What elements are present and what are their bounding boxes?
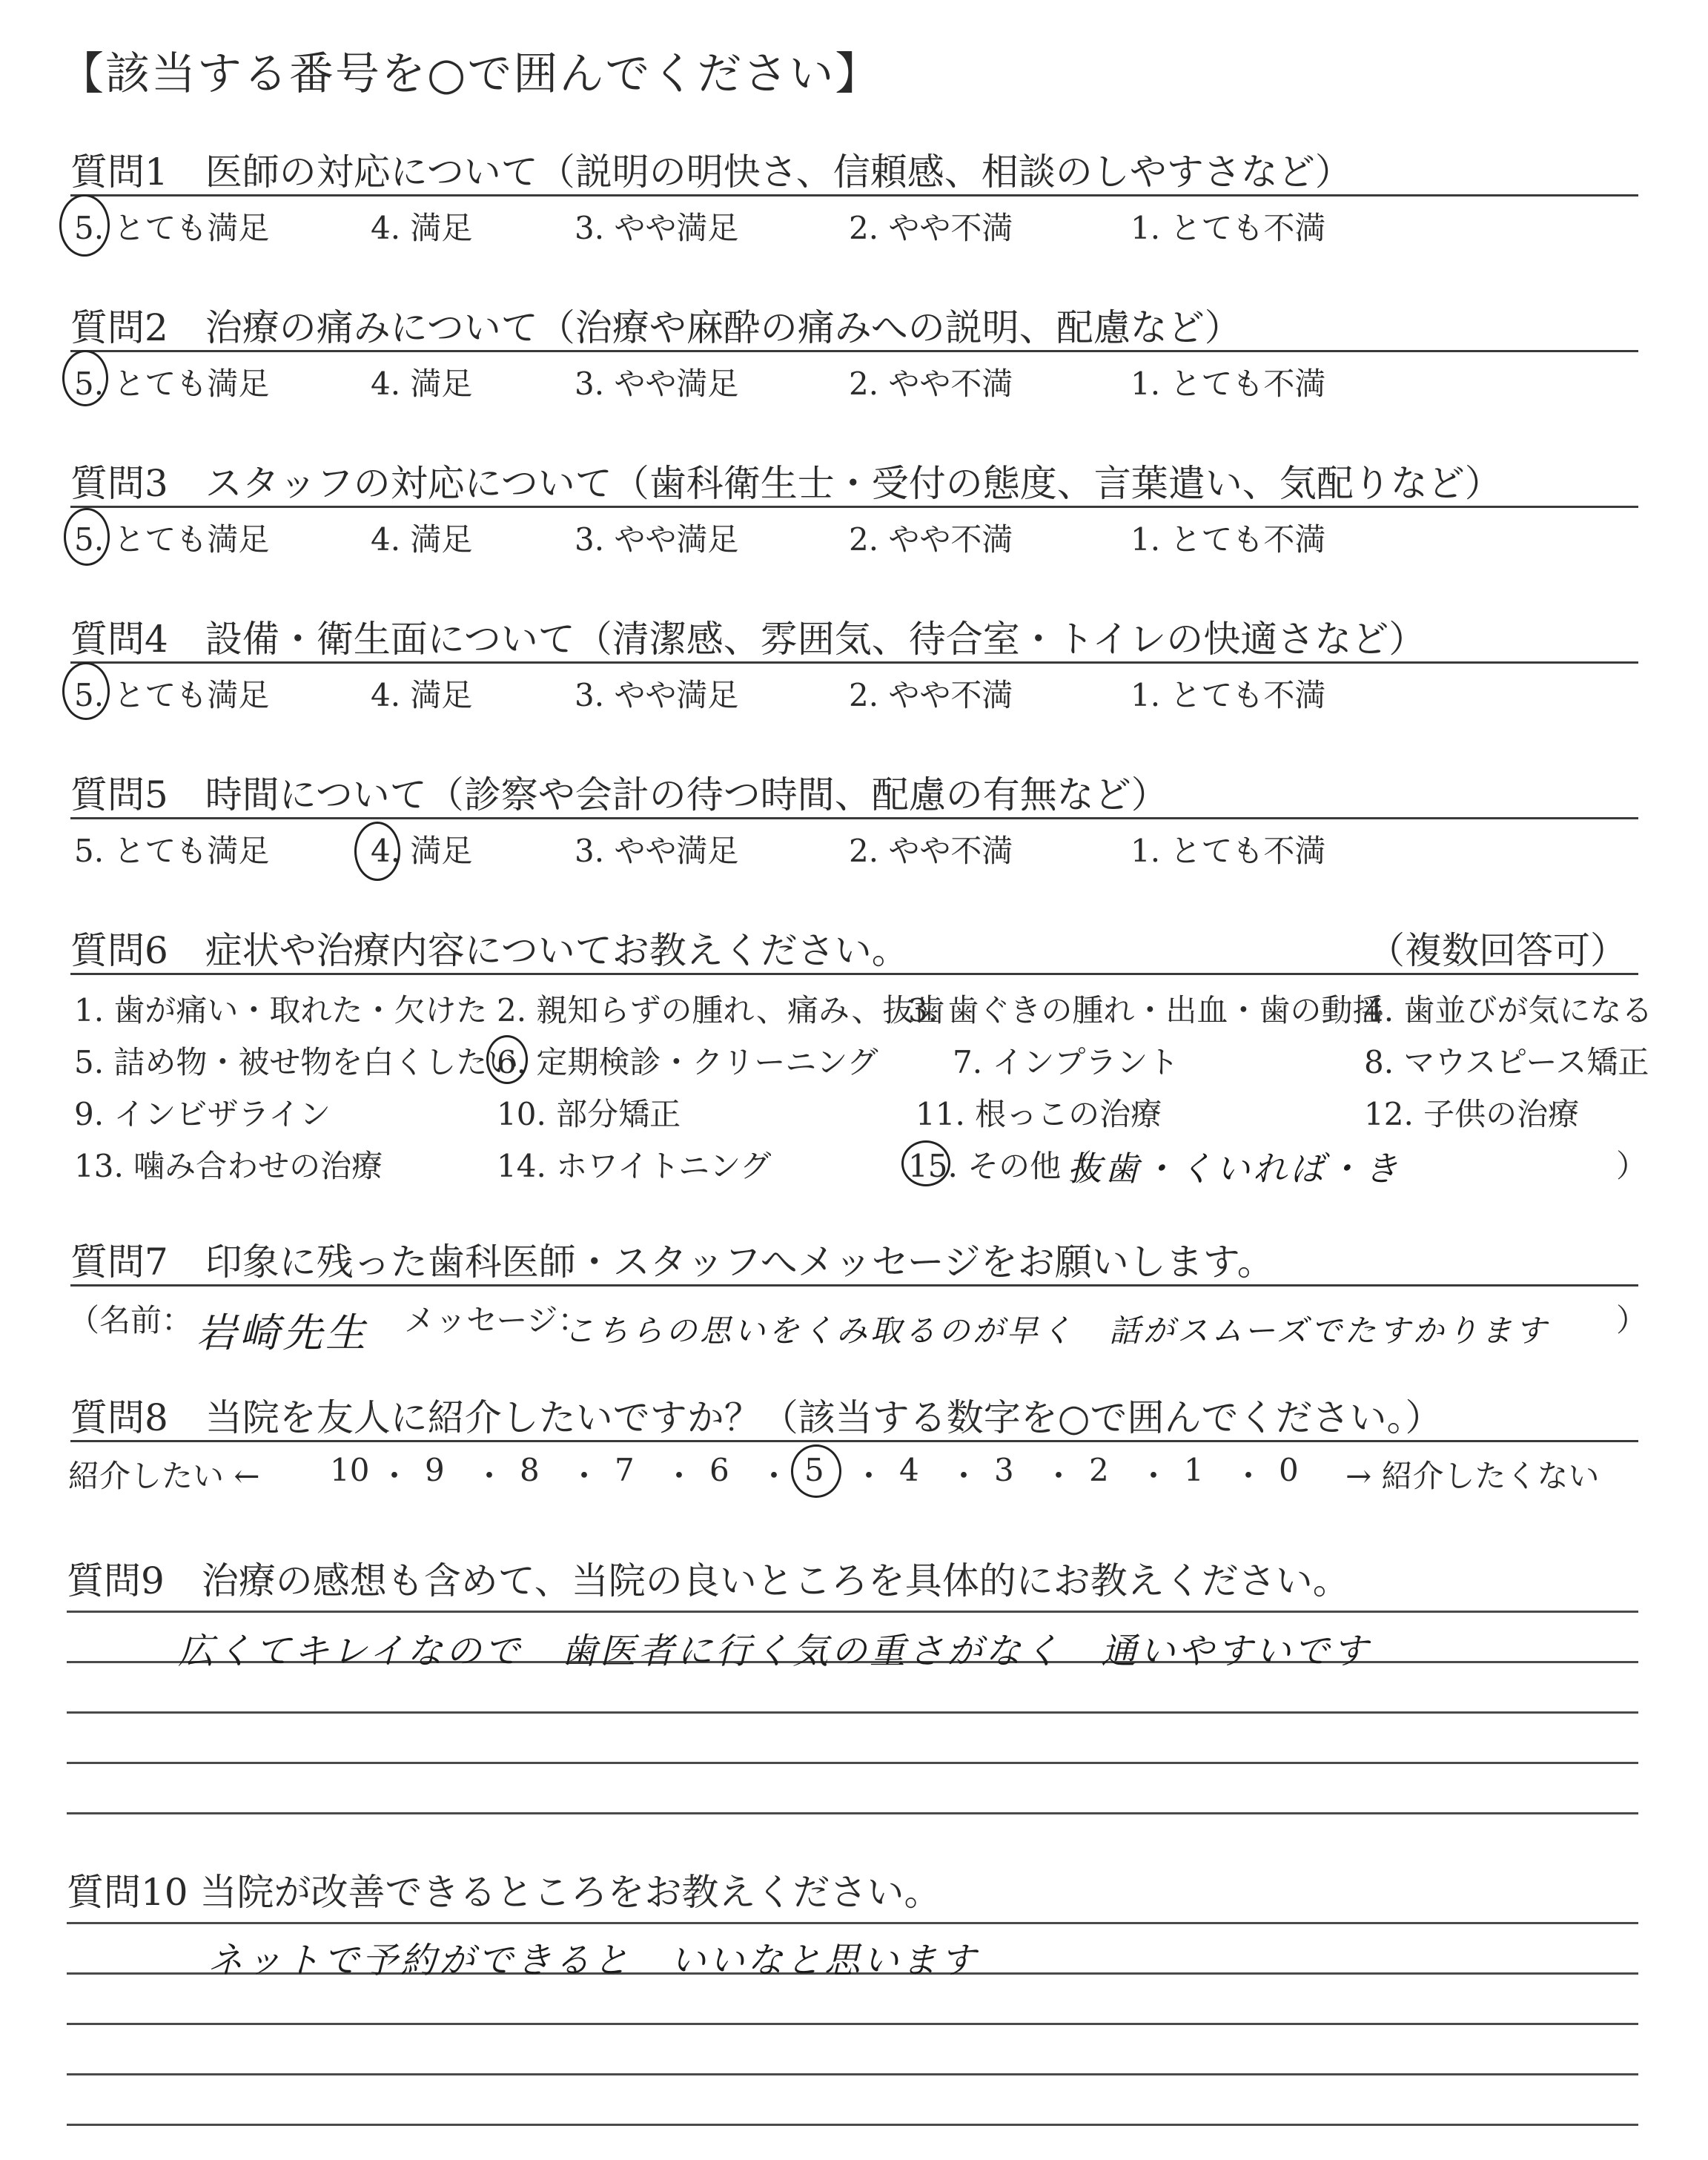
q10-title: 質問10 当院が改善できるところをお教えください。 bbox=[67, 1871, 941, 1914]
q2-option-1[interactable]: 1. とても不満 bbox=[1131, 366, 1326, 402]
q3-option-5[interactable]: 5. とても満足 bbox=[74, 521, 270, 558]
q1-option-5[interactable]: 5. とても満足 bbox=[74, 210, 270, 246]
q4-option-4[interactable]: 4. 満足 bbox=[371, 677, 473, 713]
q6-item-14[interactable]: 14. ホワイトニング bbox=[497, 1148, 772, 1184]
q1-option-1[interactable]: 1. とても不満 bbox=[1131, 210, 1326, 246]
q8-scale-separator: ・ bbox=[758, 1458, 790, 1494]
q2-option-5[interactable]: 5. とても満足 bbox=[74, 366, 270, 402]
q6-item-6[interactable]: 6. 定期検診・クリーニング bbox=[497, 1044, 878, 1080]
q6-item-15-circle bbox=[901, 1140, 950, 1186]
q2-selection-circle bbox=[62, 350, 108, 406]
q1-option-4[interactable]: 4. 満足 bbox=[371, 210, 473, 246]
q8-scale-separator: ・ bbox=[1043, 1458, 1075, 1494]
q8-scale-separator: ・ bbox=[379, 1458, 411, 1494]
q6-rule bbox=[70, 973, 1638, 975]
q8-scale-8[interactable]: 8 bbox=[520, 1452, 540, 1488]
q7-name-handwritten: 岩崎先生 bbox=[196, 1309, 368, 1356]
q1-selection-circle bbox=[59, 194, 110, 257]
q8-scale-3[interactable]: 3 bbox=[994, 1452, 1014, 1488]
q10-answer-line bbox=[67, 2124, 1638, 2126]
q8-selection-circle bbox=[791, 1444, 841, 1498]
q5-option-1[interactable]: 1. とても不満 bbox=[1131, 833, 1326, 869]
q8-scale-1[interactable]: 1 bbox=[1184, 1452, 1204, 1488]
q5-option-5[interactable]: 5. とても満足 bbox=[74, 833, 270, 869]
q8-scale-6[interactable]: 6 bbox=[709, 1452, 729, 1488]
q8-scale-separator: ・ bbox=[1138, 1458, 1170, 1494]
q7-name-label: （名前： bbox=[68, 1302, 193, 1338]
q3-option-2[interactable]: 2. やや不満 bbox=[849, 521, 1013, 558]
q6-item-12[interactable]: 12. 子供の治療 bbox=[1364, 1096, 1580, 1132]
q8-scale-5[interactable]: 5 bbox=[804, 1452, 824, 1488]
q2-option-3[interactable]: 3. やや満足 bbox=[575, 366, 739, 402]
q6-note: （複数回答可） bbox=[1368, 929, 1627, 972]
q7-message-handwritten: こちらの思いをくみ取るのが早く 話がスムーズでたすかります bbox=[563, 1312, 1549, 1349]
q1-rule bbox=[70, 194, 1638, 196]
q5-rule bbox=[70, 817, 1638, 819]
q5-option-4[interactable]: 4. 満足 bbox=[371, 833, 473, 869]
q5-selection-circle bbox=[354, 822, 400, 881]
q8-title: 質問8 当院を友人に紹介したいですか？（該当する数字を○で囲んでください。） bbox=[70, 1396, 1443, 1439]
q10-answer-line bbox=[67, 2023, 1638, 2025]
q8-scale-0[interactable]: 0 bbox=[1279, 1452, 1299, 1488]
q9-answer-line bbox=[67, 1762, 1638, 1764]
q1-title: 質問1 医師の対応について（説明の明快さ、信頼感、相談のしやすさなど） bbox=[70, 151, 1352, 194]
q6-item-1[interactable]: 1. 歯が痛い・取れた・欠けた bbox=[74, 992, 488, 1028]
q2-option-2[interactable]: 2. やや不満 bbox=[849, 366, 1013, 402]
q6-item-2[interactable]: 2. 親知らずの腫れ、痛み、抜歯 bbox=[497, 992, 945, 1028]
q9-answer-line bbox=[67, 1812, 1638, 1814]
q4-option-2[interactable]: 2. やや不満 bbox=[849, 677, 1013, 713]
q6-item-6-circle bbox=[486, 1035, 528, 1084]
q1-option-3[interactable]: 3. やや満足 bbox=[575, 210, 739, 246]
q5-title: 質問5 時間について（診察や会計の待つ時間、配慮の有無など） bbox=[70, 773, 1168, 816]
q9-title: 質問9 治療の感想も含めて、当院の良いところを具体的にお教えください。 bbox=[67, 1559, 1350, 1602]
q4-option-5[interactable]: 5. とても満足 bbox=[74, 677, 270, 713]
q4-option-3[interactable]: 3. やや満足 bbox=[575, 677, 739, 713]
q3-option-4[interactable]: 4. 満足 bbox=[371, 521, 473, 558]
q3-option-3[interactable]: 3. やや満足 bbox=[575, 521, 739, 558]
q4-option-1[interactable]: 1. とても不満 bbox=[1131, 677, 1326, 713]
q5-option-3[interactable]: 3. やや満足 bbox=[575, 833, 739, 869]
q2-rule bbox=[70, 350, 1638, 352]
q6-item-3[interactable]: 3. 歯ぐきの腫れ・出血・歯の動揺 bbox=[908, 992, 1384, 1028]
q10-answer-handwritten: ネットで予約ができると いいなと思います bbox=[208, 1940, 979, 1981]
q7-rule bbox=[70, 1284, 1638, 1287]
q10-answer-line bbox=[67, 1922, 1638, 1924]
q3-rule bbox=[70, 506, 1638, 508]
q8-scale-7[interactable]: 7 bbox=[615, 1452, 635, 1488]
q7-close: ） bbox=[1616, 1302, 1648, 1338]
q4-title: 質問4 設備・衛生面について（清潔感、雰囲気、待合室・トイレの快適さなど） bbox=[70, 618, 1426, 661]
q7-message-label: メッセージ： bbox=[404, 1302, 589, 1338]
q8-scale-separator: ・ bbox=[853, 1458, 885, 1494]
q8-scale-10[interactable]: 10 bbox=[330, 1452, 370, 1488]
q6-item-13[interactable]: 13. 噛み合わせの治療 bbox=[74, 1148, 383, 1184]
q8-scale-separator: ・ bbox=[948, 1458, 980, 1494]
q8-scale-separator: ・ bbox=[1233, 1458, 1265, 1494]
q3-selection-circle bbox=[64, 508, 110, 566]
q9-answer-handwritten: 広くてキレイなので 歯医者に行く気の重さがなく 通いやすいです bbox=[178, 1631, 1371, 1672]
q3-option-1[interactable]: 1. とても不満 bbox=[1131, 521, 1326, 558]
q8-scale-4[interactable]: 4 bbox=[899, 1452, 919, 1488]
q8-scale-separator: ・ bbox=[474, 1458, 506, 1494]
q4-selection-circle bbox=[62, 662, 110, 720]
q3-title: 質問3 スタッフの対応について（歯科衛生士・受付の態度、言葉遣い、気配りなど） bbox=[70, 462, 1502, 505]
q6-item-9[interactable]: 9. インビザライン bbox=[74, 1096, 331, 1132]
q5-option-2[interactable]: 2. やや不満 bbox=[849, 833, 1013, 869]
q1-option-2[interactable]: 2. やや不満 bbox=[849, 210, 1013, 246]
q10-answer-line bbox=[67, 2073, 1638, 2075]
q4-rule bbox=[70, 661, 1638, 664]
q2-title: 質問2 治療の痛みについて（治療や麻酔の痛みへの説明、配慮など） bbox=[70, 306, 1242, 349]
q6-other-handwritten: 抜歯・くいれば・き bbox=[1068, 1149, 1401, 1189]
q6-item-10[interactable]: 10. 部分矯正 bbox=[497, 1096, 681, 1132]
q9-answer-line bbox=[67, 1611, 1638, 1613]
q8-scale-separator: ・ bbox=[663, 1458, 695, 1494]
q8-scale-separator: ・ bbox=[569, 1458, 600, 1494]
q6-item-8[interactable]: 8. マウスピース矯正 bbox=[1364, 1044, 1649, 1080]
q6-item-4[interactable]: 4. 歯並びが気になる bbox=[1364, 992, 1653, 1028]
q6-item-5[interactable]: 5. 詰め物・被せ物を白くしたい bbox=[74, 1044, 519, 1080]
q8-rule bbox=[70, 1440, 1638, 1442]
q8-scale-9[interactable]: 9 bbox=[425, 1452, 445, 1488]
q8-left-label: 紹介したい ← bbox=[68, 1458, 260, 1494]
q6-item-15[interactable]: 15. その他（ bbox=[908, 1148, 1093, 1184]
q2-option-4[interactable]: 4. 満足 bbox=[371, 366, 473, 402]
q6-item-11[interactable]: 11. 根っこの治療 bbox=[916, 1096, 1162, 1132]
q8-scale-2[interactable]: 2 bbox=[1089, 1452, 1109, 1488]
q6-title: 質問6 症状や治療内容についてお教えください。 bbox=[70, 929, 909, 972]
q8-right-label: → 紹介したくない bbox=[1345, 1458, 1600, 1494]
q9-answer-line bbox=[67, 1711, 1638, 1714]
q7-title: 質問7 印象に残った歯科医師・スタッフへメッセージをお願いします。 bbox=[70, 1241, 1274, 1284]
q6-item-7[interactable]: 7. インプラント bbox=[953, 1044, 1179, 1080]
q6-other-close: ） bbox=[1616, 1148, 1648, 1184]
page-header: 【該当する番号を○で囲んでください】 bbox=[59, 48, 881, 100]
